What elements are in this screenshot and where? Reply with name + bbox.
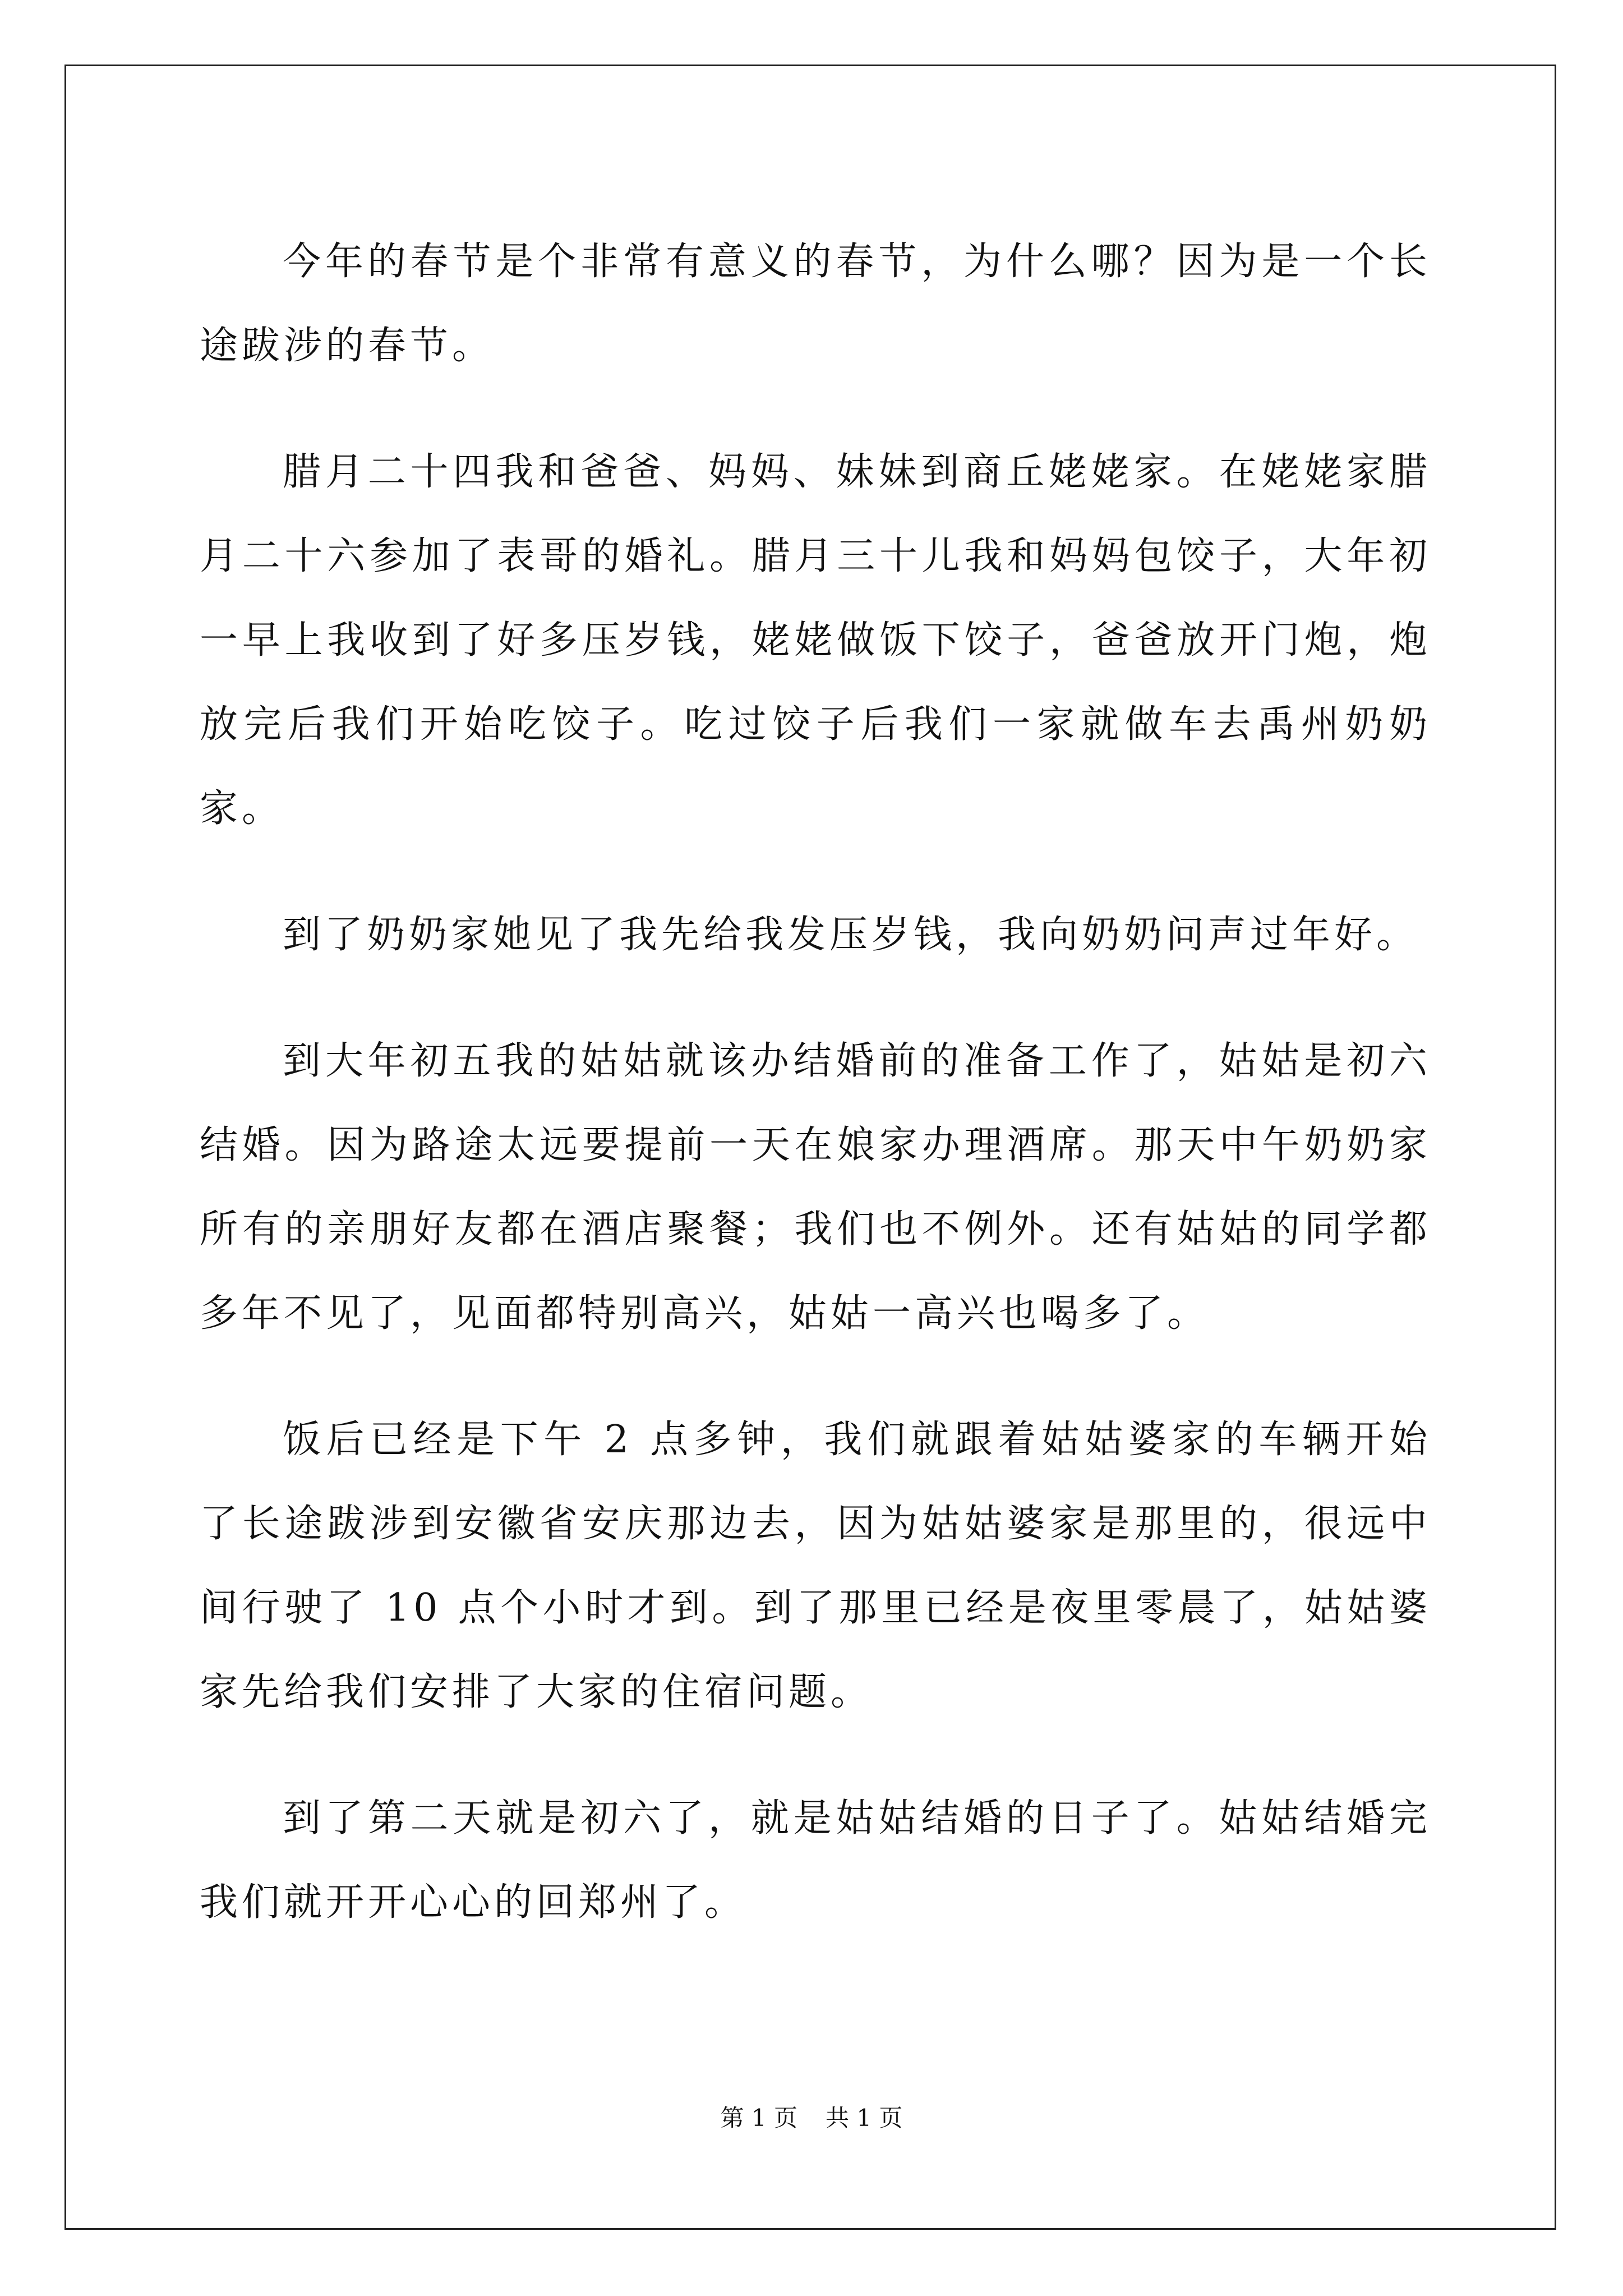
paragraph-1: 今年的春节是个非常有意义的春节，为什么哪？因为是一个长途跋涉的春节。 bbox=[200, 240, 1431, 368]
paragraph-6: 到了第二天就是初六了，就是姑姑结婚的日子了。姑姑结婚完我们就开开心心的回郑州了。 bbox=[200, 1796, 1431, 1925]
page-number-current: 第 1 页 bbox=[720, 2104, 797, 2132]
paragraph-3: 到了奶奶家她见了我先给我发压岁钱，我向奶奶问声过年好。 bbox=[283, 913, 1419, 957]
page-number-total: 共 1 页 bbox=[826, 2104, 903, 2132]
page-footer bbox=[0, 2101, 1623, 2135]
paragraph-5: 饭后已经是下午 2 点多钟，我们就跟着姑姑婆家的车辆开始了长途跋涉到安徽省安庆那边去，因为姑姑婆家是那里的，很远中间行驶了 10 点个小时才到。到了那里已经是夜里零晨了，姑姑婆家先给我们安排了大家的住宿问题。 bbox=[200, 1418, 1431, 1714]
paragraph-4: 到大年初五我的姑姑就该办结婚前的准备工作了，姑姑是初六结婚。因为路途太远要提前一天在娘家办理酒席。那天中午奶奶家所有的亲朋好友都在酒店聚餐；我们也不例外。还有姑姑的同学都多年不见了，见面都特别高兴，姑姑一高兴也喝多了。 bbox=[200, 1039, 1431, 1336]
document-body bbox=[200, 220, 1431, 1987]
paragraph-2: 腊月二十四我和爸爸、妈妈、妹妹到商丘姥姥家。在姥姥家腊月二十六参加了表哥的婚礼。腊月三十儿我和妈妈包饺子，大年初一早上我收到了好多压岁钱，姥姥做饭下饺子，爸爸放开门炮，炮放完后我们开始吃饺子。吃过饺子后我们一家就做车去禹州奶奶家。 bbox=[200, 450, 1431, 831]
